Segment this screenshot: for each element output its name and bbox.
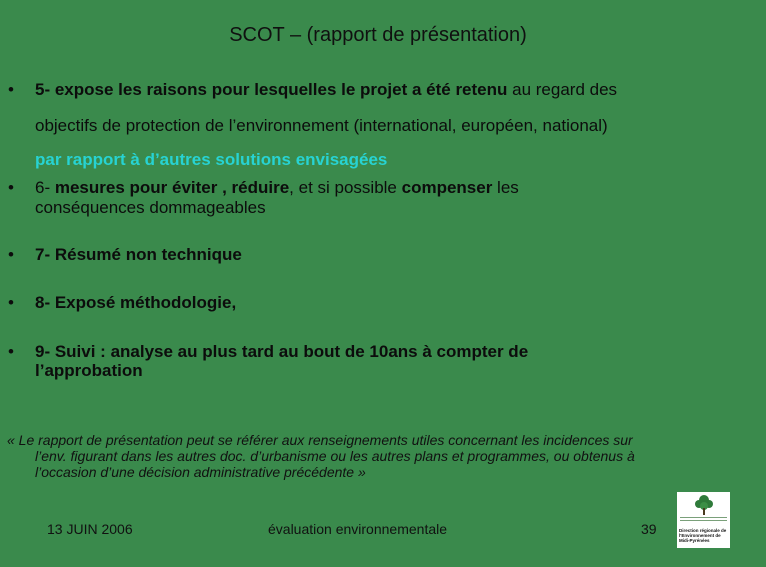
bullet-dot: • [8,80,14,99]
bullet-dot: • [8,178,14,197]
quote-line-3: l’occasion d’une décision administrative précédente » [35,464,366,480]
item6-avoid-reduce: mesures pour éviter , réduire [54,178,290,197]
quote-line-2: l’env. figurant dans les autres doc. d’urbanisme ou les autres plans et programmes, ou obtenus à [35,448,635,464]
slide-title: SCOT – (rapport de présentation) [229,24,527,46]
item6-compensate: compenser [401,178,493,197]
item9-suivi: 9- Suivi : [35,342,111,361]
item6-number: 6- [35,178,55,197]
item6-line2: conséquences dommageables [35,198,266,217]
bullet-dot: • [8,342,14,361]
tree-icon [693,494,715,516]
quote-line-1: « Le rapport de présentation peut se référer aux renseignements utiles concernant les incidences sur [7,432,633,448]
bullet-dot: • [8,293,14,312]
item9-line2: l’approbation [35,361,143,380]
item5-rest-text: au regard des [507,80,618,99]
bullet-item-6 [8,178,748,198]
item7-text: 7- Résumé non technique [35,245,242,264]
footer-page-number: 39 [641,521,657,537]
logo-text: Direction régionale de l'Environnement de Midi-Pyrénées [679,528,727,543]
footer-date: 13 JUIN 2006 [47,521,133,537]
legal-quote [7,432,727,480]
item6-if-possible: , et si possible [289,178,402,197]
item5-bold-text: 5- expose les raisons pour lesquelles le projet a été retenu [35,80,508,99]
logo-rule-lines [680,517,727,525]
item9-analysis: analyse au plus tard au bout de 10ans à compter de [110,342,529,361]
item8-text: 8- Exposé méthodologie, [35,293,237,312]
bullet-item-9 [8,342,748,362]
item5-line2: objectifs de protection de l’environnement (international, européen, national) [35,116,608,135]
bullet-item-5 [8,80,748,100]
item5-line3: par rapport à d’autres solutions envisagées [35,150,388,169]
bullet-item-8 [8,293,748,313]
diren-logo [677,492,730,548]
footer-center-text: évaluation environnementale [268,521,448,537]
bullet-item-7 [8,245,748,265]
bullet-dot: • [8,245,14,264]
item6-les: les [492,178,519,197]
